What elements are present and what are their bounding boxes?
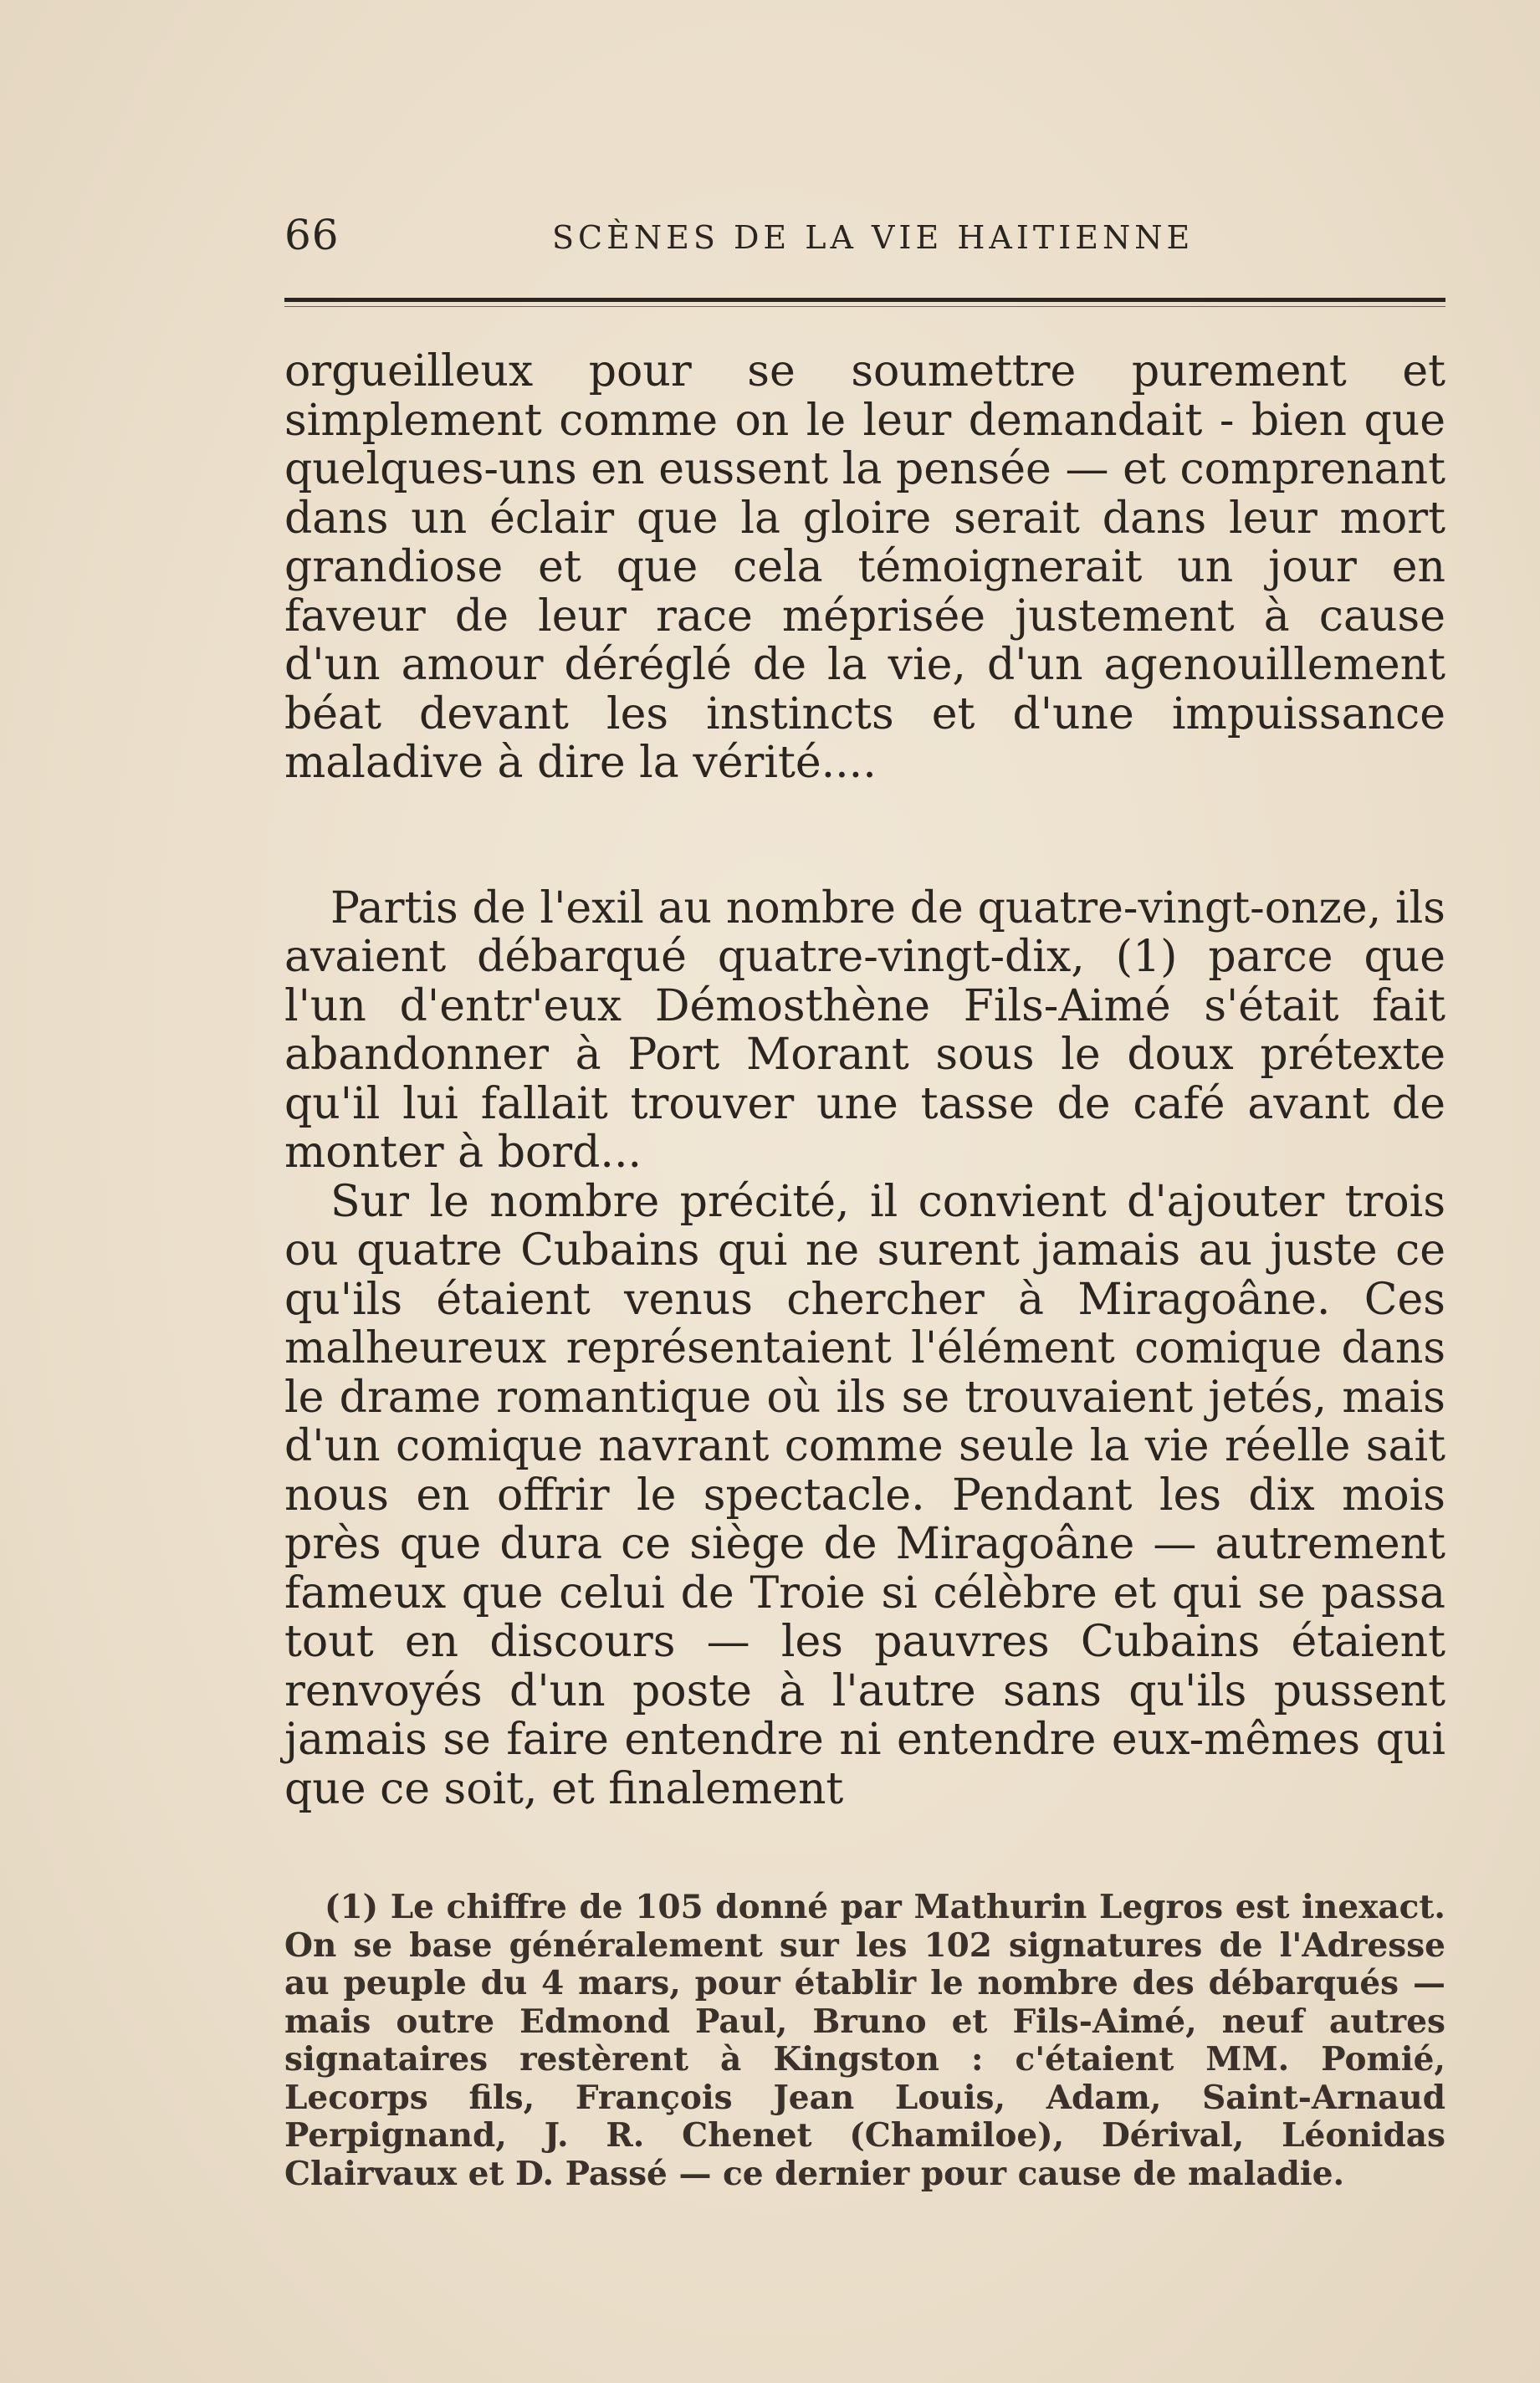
body-text	[284, 347, 1445, 1813]
page-header	[284, 211, 1445, 269]
header-rule	[284, 298, 1445, 302]
paragraph-3: Sur le nombre précité, il convient d'ajouter trois ou quatre Cubains qui ne surent jamais au juste ce qu'ils étaient venus chercher à Miragoâne. Ces malheureux représentaient l'élément comique dans le drame romantique où ils se trouvaient jetés, mais d'un comique navrant comme seule la vie réelle sait nous en offrir le spectacle. Pendant les dix mois près que dura ce siège de Miragoâne — autrement fameux que celui de Troie si célèbre et qui se passa tout en discours — les pauvres Cubains étaient renvoyés d'un poste à l'autre sans qu'ils pussent jamais se faire entendre ni entendre eux-mêmes qui que ce soit, et finalement	[284, 1176, 1445, 1814]
paragraph-2: Partis de l'exil au nombre de quatre-vingt-onze, ils avaient débarqué quatre-vingt-dix, (1) parce que l'un d'entr'eux Démosthène Fils-Aimé s'était fait abandonner à Port Morant sous le doux prétexte qu'il lui fallait trouver une tasse de café avant de monter à bord...	[284, 882, 1445, 1178]
footnote-text: (1) Le chiffre de 105 donné par Mathurin Legros est inexact. On se base généralement sur les 102 signatures de l'Adresse au peuple du 4 mars, pour établir le nombre des débarqués — mais outre Edmond Paul, Bruno et Fils-Aimé, neuf autres signataires restèrent à Kingston : c'étaient MM. Pomié, Lecorps fils, François Jean Louis, Adam, Saint-Arnaud Perpignand, J. R. Chenet (Chamiloe), Dérival, Léonidas Clairvaux et D. Passé — ce dernier pour cause de maladie.	[284, 1888, 1445, 2193]
footnote	[284, 1889, 1445, 2193]
paragraph-1: orgueilleux pour se soumettre purement et simplement comme on le leur demandait - bien que quelques-uns en eussent la pensée — et comprenant dans un éclair que la gloire serait dans leur mort grandiose et que cela témoignerait un jour en faveur de leur race méprisée justement à cause d'un amour déréglé de la vie, d'un agenouillement béat devant les instincts et d'une impuissance maladive à dire la vérité....	[284, 346, 1445, 788]
page-number: 66	[284, 211, 340, 259]
header-rule-thin	[284, 306, 1445, 307]
running-title: SCÈNES DE LA VIE HAITIENNE	[552, 219, 1195, 256]
